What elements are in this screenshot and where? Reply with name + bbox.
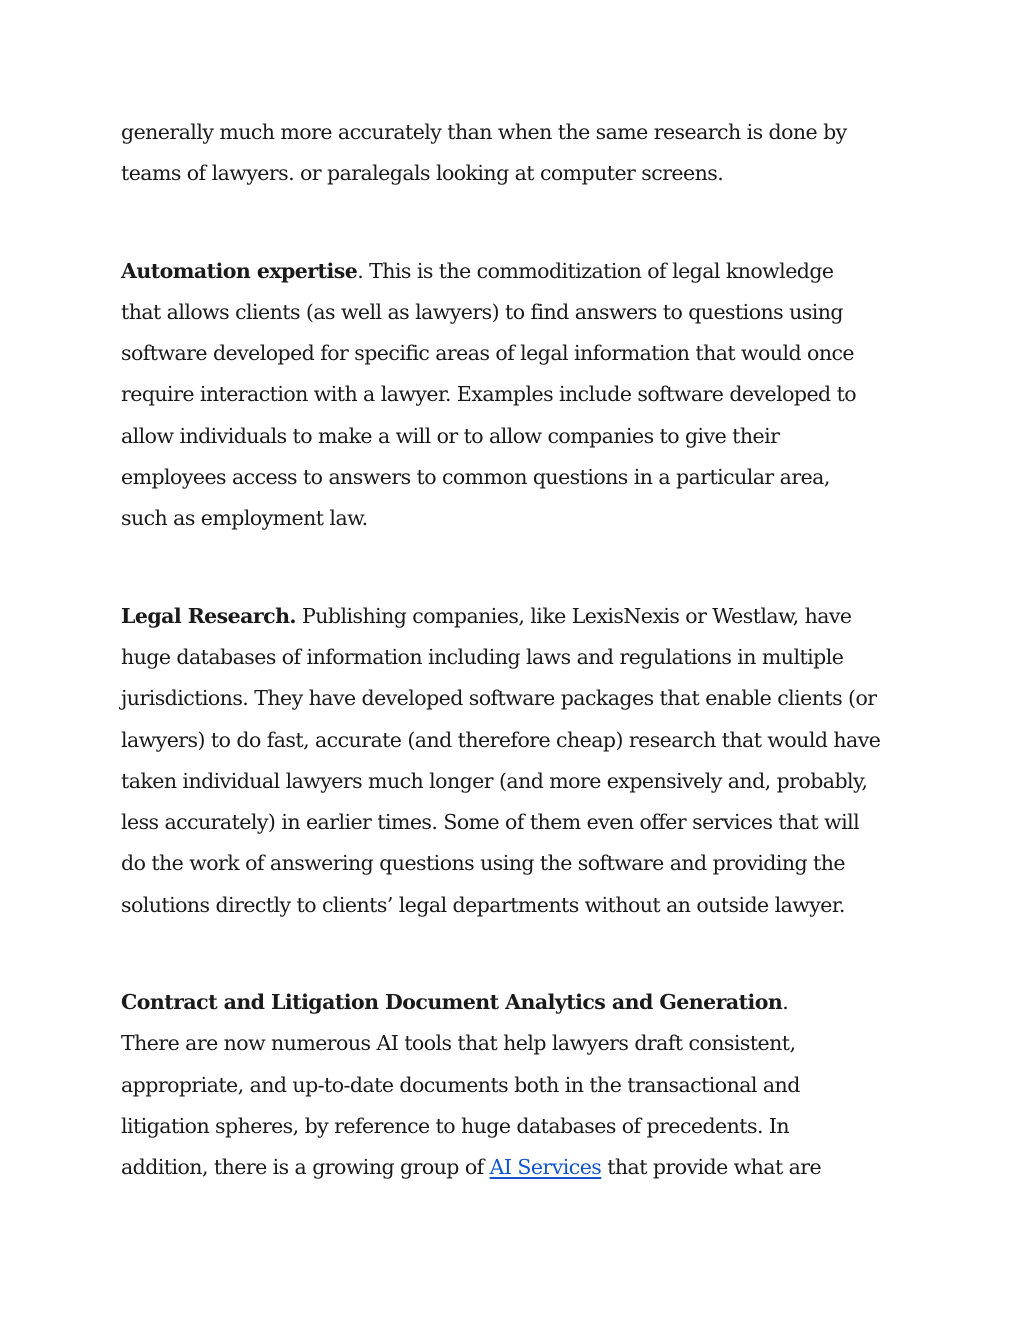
text-line [121, 1147, 921, 1188]
text-line: that allows clients (as well as lawyers) to find answers to questions using [121, 299, 843, 324]
text-line: generally much more accurately than when the same research is done by [121, 120, 847, 144]
paragraph-heading: Automation expertise [121, 258, 358, 283]
text-line: do the work of answering questions using the software and providing the [121, 851, 845, 876]
text-line: allow individuals to make a will or to allow companies to give their [121, 423, 780, 448]
text-line: employees access to answers to common questions in a particular area, [121, 465, 830, 490]
heading-trail-text: . [782, 990, 789, 1015]
text-line: less accurately) in earlier times. Some of them even offer services that will [121, 810, 860, 835]
paragraph-document-analytics [121, 982, 921, 1188]
heading-trail-text: Publishing companies, like LexisNexis or Westlaw, have [296, 603, 852, 628]
text-line: solutions directly to clients’ legal departments without an outside lawyer. [121, 892, 845, 917]
heading-trail-text: . This is the commoditization of legal knowledge [357, 258, 834, 283]
paragraph-heading: Legal Research. [121, 603, 297, 628]
ai-services-link[interactable]: AI Services [489, 1155, 602, 1180]
paragraph-legal-research [121, 596, 921, 926]
text-line: huge databases of information including laws and regulations in multiple [121, 644, 844, 669]
text-line: appropriate, and up-to-date documents both in the transactional and [121, 1072, 800, 1097]
text-after-link: that provide what are [601, 1155, 822, 1180]
paragraph-heading: Contract and Litigation Document Analytics and Generation [121, 990, 783, 1015]
text-line: taken individual lawyers much longer (and more expensively and, probably, [121, 768, 868, 793]
text-line: There are now numerous AI tools that help lawyers draft consistent, [121, 1031, 796, 1056]
text-line: teams of lawyers. or paralegals looking at computer screens. [121, 161, 724, 186]
text-line: litigation spheres, by reference to huge databases of precedents. In [121, 1113, 790, 1138]
text-before-link: addition, there is a growing group of [121, 1155, 490, 1180]
text-line: software developed for specific areas of legal information that would once [121, 341, 854, 366]
text-line: lawyers) to do fast, accurate (and therefore cheap) research that would have [121, 727, 881, 752]
text-line [121, 596, 921, 637]
text-line [121, 982, 921, 1023]
document-body [121, 112, 921, 1245]
text-line: jurisdictions. They have developed software packages that enable clients (or [121, 686, 877, 711]
paragraph-continuation [121, 112, 921, 195]
text-line: require interaction with a lawyer. Examples include software developed to [121, 382, 857, 407]
text-line: such as employment law. [121, 506, 368, 531]
text-line [121, 251, 921, 292]
paragraph-automation-expertise [121, 251, 921, 540]
